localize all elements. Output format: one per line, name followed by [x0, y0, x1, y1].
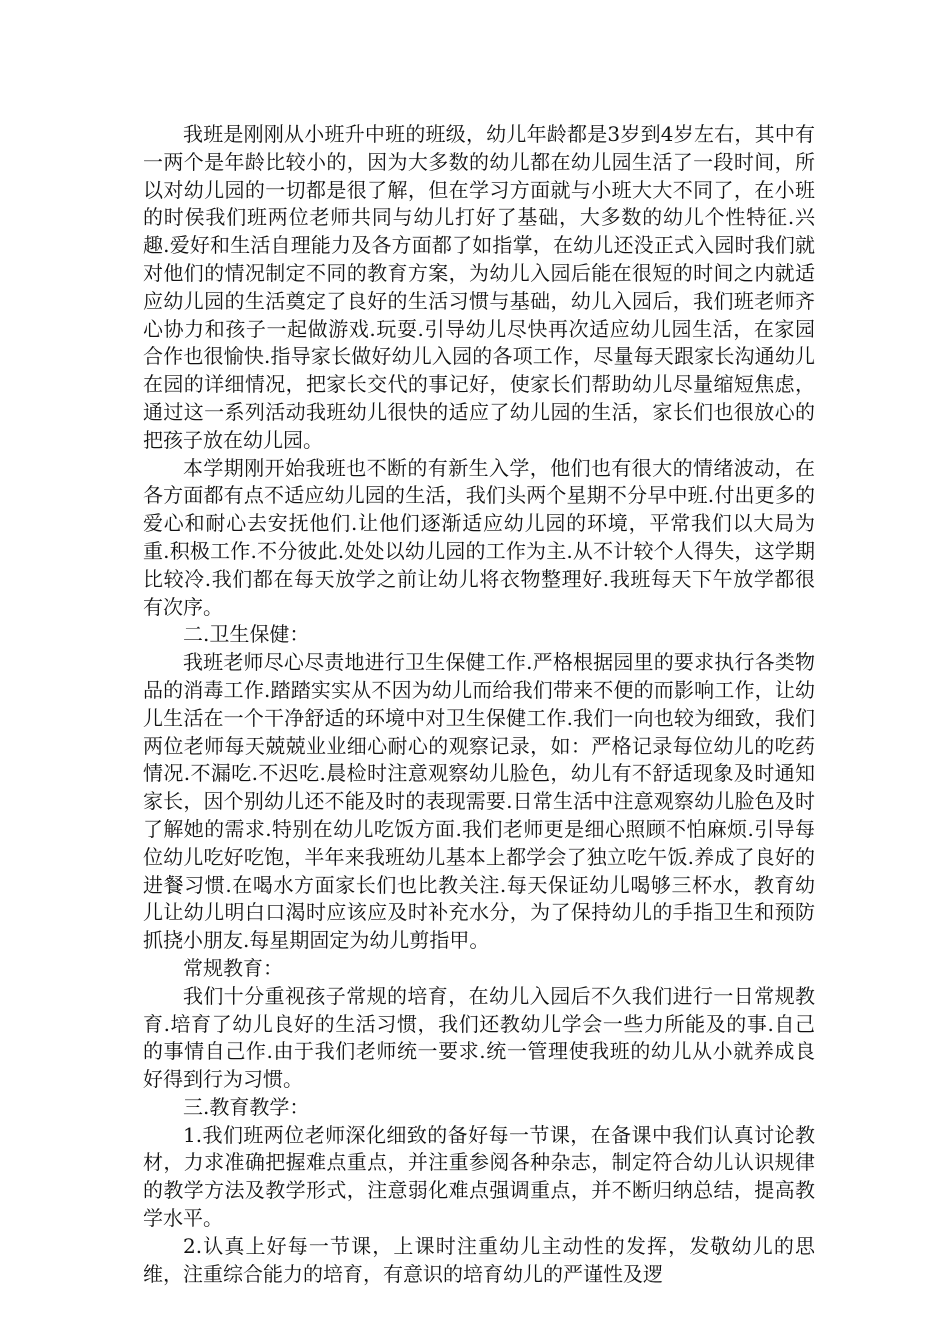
paragraph-class-overview: 我班是刚刚从小班升中班的班级，幼儿年龄都是3岁到4岁左右，其中有一两个是年龄比较小的，因为大多数的幼儿都在幼儿园生活了一段时间，所以对幼儿园的一切都是很了解，但在学习方面就与小班大大不同了，在小班的时侯我们班两位老师共同与幼儿打好了基础，大多数的幼儿个性特征.兴趣.爱好和生活自理能力及各方面都了如指掌，在幼儿还没正式入园时我们就对他们的情况制定不同的教育方案，为幼儿入园后能在很短的时间之内就适应幼儿园的生活奠定了良好的生活习惯与基础，幼儿入园后，我们班老师齐心协力和孩子一起做游戏.玩耍.引导幼儿尽快再次适应幼儿园生活，在家园合作也很愉快.指导家长做好幼儿入园的各项工作，尽量每天跟家长沟通幼儿在园的详细情况，把家长交代的事记好，使家长们帮助幼儿尽量缩短焦虑，通过这一系列活动我班幼儿很快的适应了幼儿园的生活，家长们也很放心的把孩子放在幼儿园。: [143, 122, 815, 452]
section-heading-routine: 常规教育：: [183, 955, 283, 980]
paragraph-teaching-2: 2.认真上好每一节课，上课时注重幼儿主动性的发挥，发敬幼儿的思维，注重综合能力的培育，有意识的培育幼儿的严谨性及逻: [143, 1233, 815, 1286]
section-heading-hygiene: 二.卫生保健：: [183, 622, 310, 647]
paragraph-routine: 我们十分重视孩子常规的培育，在幼儿入园后不久我们进行一日常规教育.培育了幼儿良好的生活习惯，我们还教幼儿学会一些力所能及的事.自己的事情自己作.由于我们老师统一要求.统一管理使我班的幼儿从小就养成良好得到行为习惯。: [143, 983, 815, 1092]
section-heading-teaching: 三.教育教学：: [183, 1094, 310, 1119]
paragraph-new-students: 本学期刚开始我班也不断的有新生入学，他们也有很大的情绪波动，在各方面都有点不适应幼儿园的生活，我们头两个星期不分早中班.付出更多的爱心和耐心去安抚他们.让他们逐渐适应幼儿园的环境，平常我们以大局为重.积极工作.不分彼此.处处以幼儿园的工作为主.从不计较个人得失，这学期比较冷.我们都在每天放学之前让幼儿将衣物整理好.我班每天下午放学都很有次序。: [143, 455, 815, 619]
document-page: [143, 121, 815, 1288]
paragraph-hygiene: 我班老师尽心尽责地进行卫生保健工作.严格根据园里的要求执行各类物品的消毒工作.踏踏实实从不因为幼儿而给我们带来不便的而影响工作，让幼儿生活在一个干净舒适的环境中对卫生保健工作.我们一向也较为细致，我们两位老师每天兢兢业业细心耐心的观察记录，如：严格记录每位幼儿的吃药情况.不漏吃.不迟吃.晨检时注意观察幼儿脸色，幼儿有不舒适现象及时通知家长，因个别幼儿还不能及时的表现需要.日常生活中注意观察幼儿脸色及时了解她的需求.特别在幼儿吃饭方面.我们老师更是细心照顾不怕麻烦.引导每位幼儿吃好吃饱，半年来我班幼儿基本上都学会了独立吃午饭.养成了良好的进餐习惯.在喝水方面家长们也比教关注.每天保证幼儿喝够三杯水，教育幼儿让幼儿明白口渴时应该应及时补充水分，为了保持幼儿的手指卫生和预防抓挠小朋友.每星期固定为幼儿剪指甲。: [143, 650, 815, 953]
paragraph-teaching-1: 1.我们班两位老师深化细致的备好每一节课，在备课中我们认真讨论教材，力求准确把握难点重点，并注重参阅各种杂志，制定符合幼儿认识规律的教学方法及教学形式，注意弱化难点强调重点，并不断归纳总结，提高教学水平。: [143, 1122, 815, 1231]
